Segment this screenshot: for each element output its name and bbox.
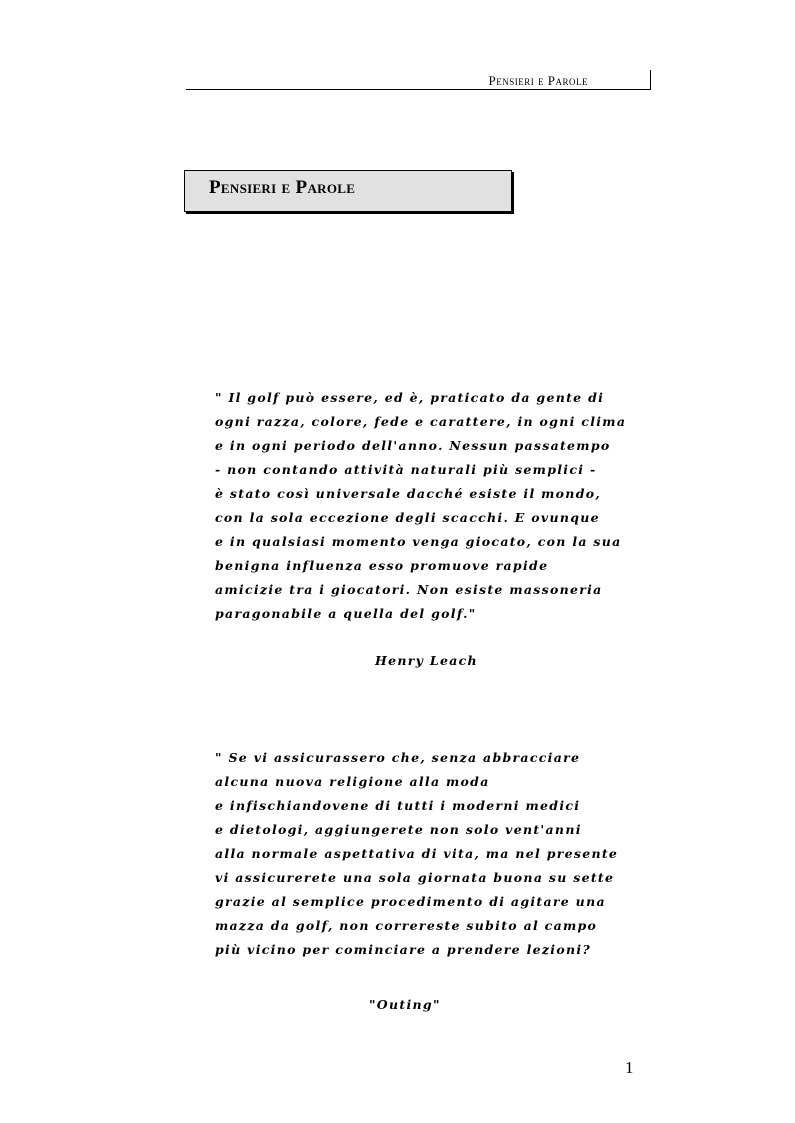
- quote-line: è stato così universale dacché esiste il mondo,: [215, 486, 602, 501]
- quote-line: alcuna nuova religione alla moda: [215, 774, 490, 789]
- quote-line: e in qualsiasi momento venga giocato, con la sua: [215, 534, 622, 549]
- quote-line: con la sola eccezione degli scacchi. E ovunque: [215, 510, 600, 525]
- page-number: 1: [625, 1058, 634, 1077]
- section-title-box: [184, 170, 512, 212]
- quote-line: vi assicurerete una sola giornata buona su sette: [215, 870, 615, 885]
- quote-line: " Se vi assicurassero che, senza abbracciare: [215, 750, 581, 765]
- quote-line: alla normale aspettativa di vita, ma nel presente: [215, 846, 619, 861]
- section-title: Pensieri e Parole: [209, 177, 356, 198]
- quote-line: benigna influenza esso promuove rapide: [215, 558, 549, 573]
- quote-line: più vicino per cominciare a prendere lezioni?: [215, 942, 592, 957]
- quote-line: e dietologi, aggiungerete non solo vent'anni: [215, 822, 582, 837]
- quote-block-outing: [215, 746, 635, 962]
- quote-line: e infischiandovene di tutti i moderni medici: [215, 798, 581, 813]
- running-header: [186, 70, 651, 90]
- quote-line: - non contando attività naturali più semplici -: [215, 462, 597, 477]
- quote-line: amicizie tra i giocatori. Non esiste massoneria: [215, 582, 603, 597]
- quote-line: paragonabile a quella del golf.": [215, 606, 477, 621]
- quote-line: grazie al semplice procedimento di agitare una: [215, 894, 606, 909]
- quote-line: e in ogni periodo dell'anno. Nessun passatempo: [215, 438, 611, 453]
- quote-author-outing: "Outing": [369, 997, 441, 1012]
- quote-author-leach: Henry Leach: [375, 653, 478, 668]
- quote-line: " Il golf può essere, ed è, praticato da gente di: [215, 390, 605, 405]
- running-header-title: Pensieri e Parole: [488, 73, 588, 88]
- quote-block-leach: [215, 386, 635, 626]
- quote-line: ogni razza, colore, fede e carattere, in ogni clima: [215, 414, 627, 429]
- quote-line: mazza da golf, non correreste subito al campo: [215, 918, 598, 933]
